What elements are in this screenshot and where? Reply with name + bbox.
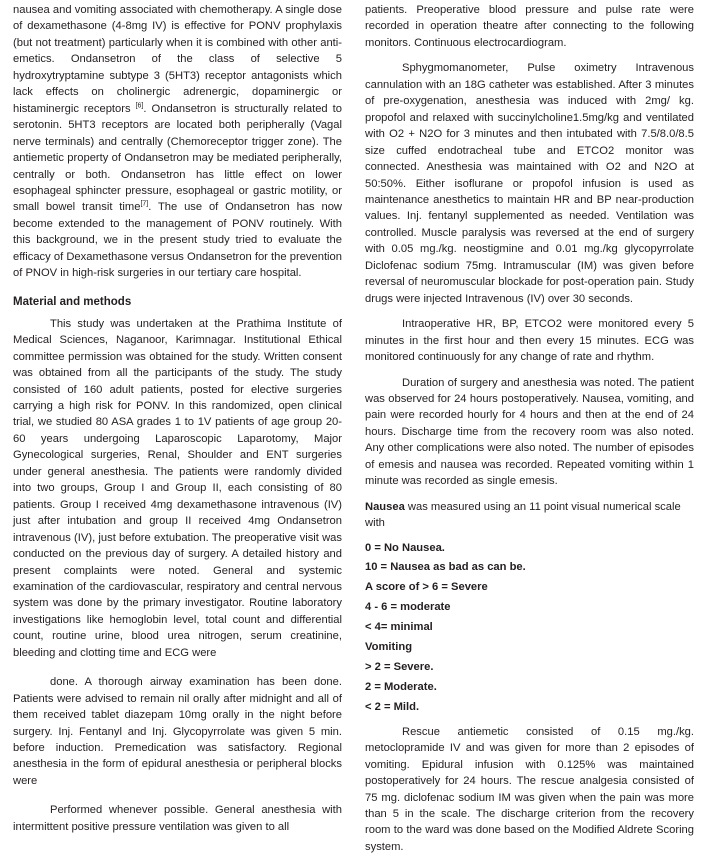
intro-text-2: . Ondansetron is structurally related to serotonin. 5HT3 receptors are located both peripherally (Vagal nerve terminals) and centrally (Chemoreceptor trigger zone). The antiemetic property of Ondansetron may be mediated peripherally, centrally or both. Ondansetron has little effect on lower esophageal sphincter pressure, esophageal or gastric motility, or small bowel transit time xyxy=(13,102,342,214)
citation-7: [7] xyxy=(140,200,149,208)
right-paragraph-2: Sphygmomanometer, Pulse oximetry Intravenous cannulation with an 18G catheter was established. After 3 minutes of pre-oxygenation, anesthesia was induced with 2mg/ kg. propofol and relaxed with succinylcholine1.5mg/kg and ventilated with O2 + N2O for 3 minutes and then intubated with 7.5/8.0/8.5 size cuffed endotracheal tube and ETCO2 monitor was connected. Anesthesia was maintained with O2 and N2O at 50:50%. Either isoflurane or propofol infusion is used as maintenance anesthetics to maintain HR and BP near-production values. Inj. fentanyl supplemented as needed. Ventilation was controlled. Muscle paralysis was reversed at the end of surgery with 0.05 mg./kg. neostigmine and 0.01 mg./kg glycopyrrolate Diclofenac sodium 75mg. Intramuscular (IM) was given before reversal of neuromuscular blockade for post-operation pain. Study drugs were injected Intravenous (IV) over 30 seconds. xyxy=(365,62,694,305)
nausea-label: Nausea xyxy=(365,500,405,513)
scale-item: A score of > 6 = Severe xyxy=(365,581,488,594)
scale-list xyxy=(365,541,694,715)
scale-item: 0 = No Nausea. xyxy=(365,541,445,554)
citation-6: [6] xyxy=(135,101,144,109)
intro-text-1: nausea and vomiting associated with chemotherapy. A single dose of dexamethasone (4-8mg IV) is effective for PONV prophylaxis (but not treatment) particularly when it is combined with other anti-emetics. Ondansetron of the class of selective 5 hydroxytryptamine subtype 3 (5HT3) receptor antagonists which lack effects on cholinergic adrenergic, dopaminergic or histaminergic receptors xyxy=(13,4,342,115)
methods-paragraph-1: This study was undertaken at the Prathima Institute of Medical Sciences, Naganoor, Karimnagar. Institutional Ethical committee permission was obtained for the study. Written consent was obtained from all the participants of the study. The study consisted of 160 adult patients, posted for elective surgeries carrying a high risk for PONV. In this randomized, open clinical trial, we studied 80 ASA grades 1 to 1V patients of age group 20-60 years undergoing Laparoscopic Laparotomy, Major Gynecological surgeries, Renal, Shoulder and ENT surgeries under general anesthesia. The patients were randomly divided into two groups, Group I and Group II, each consisting of 80 patients. Group I received 4mg dexamethasone intravenous (IV) just after intubation and group II received 4mg Ondansetron intravenous (IV), just before extubation. The preoperative visit was conducted on the previous day of surgery. A detailed history and present complaints were noted. General and systemic examination of the cardiovascular, respiratory and central nervous system was done by the primary investigator. Routine laboratory investigations like hemoglobin level, total count and differential count, routine urine, blood urea nitrogen, serum creatinine, bleeding and clotting time and ECG were xyxy=(13,317,342,659)
section-heading-methods: Material and methods xyxy=(13,295,132,308)
methods-paragraph-3: Performed whenever possible. General anesthesia with intermittent positive pressure ventilation was given to all xyxy=(13,804,342,833)
scale-item: 10 = Nausea as bad as can be. xyxy=(365,561,526,574)
right-column xyxy=(365,0,694,855)
methods-paragraph-2: done. A thorough airway examination has been done. Patients were advised to remain nil orally after midnight and all of them received tablet diazepam 10mg orally in the night before surgery. Inj. Fentanyl and Inj. Glycopyrrolate was given 5 min. before induction. Premedication was satisfactory. Regional anesthesia in the form of epidural anesthesia or peripheral blocks were xyxy=(13,676,342,787)
nausea-scale-intro xyxy=(365,499,694,532)
scale-item: < 2 = Mild. xyxy=(365,700,420,713)
scale-item: > 2 = Severe. xyxy=(365,660,434,673)
intro-paragraph xyxy=(13,2,342,282)
scale-item: < 4= minimal xyxy=(365,621,433,634)
right-paragraph-1: patients. Preoperative blood pressure and pulse rate were recorded in operation theatre after connecting to the following monitors. Continuous electrocardiogram. xyxy=(365,4,694,49)
left-column xyxy=(13,0,342,835)
scale-item: Vomiting xyxy=(365,641,413,654)
right-paragraph-4: Duration of surgery and anesthesia was noted. The patient was observed for 24 hours postoperatively. Nausea, vomiting, and pain were recorded hourly for 4 hours and then at the end of 24 hours. Discharge time from the recovery room was also noted. Any other complications were also noted. The number of episodes of emesis and nausea was recorded. Repeated vomiting within 1 minute was recorded as single emesis. xyxy=(365,376,694,488)
right-paragraph-5: Rescue antiemetic consisted of 0.15 mg./kg. metoclopramide IV and was given for more than 2 episodes of vomiting. Epidural infusion with 0.125% was maintained postoperatively for 24 hours. The rescue analgesia consisted of 75 mg. diclofenac sodium IM was given when the pain was more than 5 in the scale. The discharge criterion from the recovery room to the ward was done based on the Modified Aldrete Scoring system. xyxy=(365,725,694,853)
right-paragraph-3: Intraoperative HR, BP, ETCO2 were monitored every 5 minutes in the first hour and then every 15 minutes. ECG was monitored continuously for any change of rate and rhythm. xyxy=(365,318,694,364)
intro-text-3: . The use of Ondansetron has now become extended to the management of PONV routinely. With this background, we in the present study tried to evaluate the efficacy of Dexamethasone versus Ondansetron for the prevention of PNOV in high-risk surgeries in our tertiary care hospital. xyxy=(13,201,343,280)
scale-item: 2 = Moderate. xyxy=(365,680,437,693)
nausea-scale-text: was measured using an 11 point visual numerical scale with xyxy=(365,500,681,530)
scale-item: 4 - 6 = moderate xyxy=(365,601,451,614)
